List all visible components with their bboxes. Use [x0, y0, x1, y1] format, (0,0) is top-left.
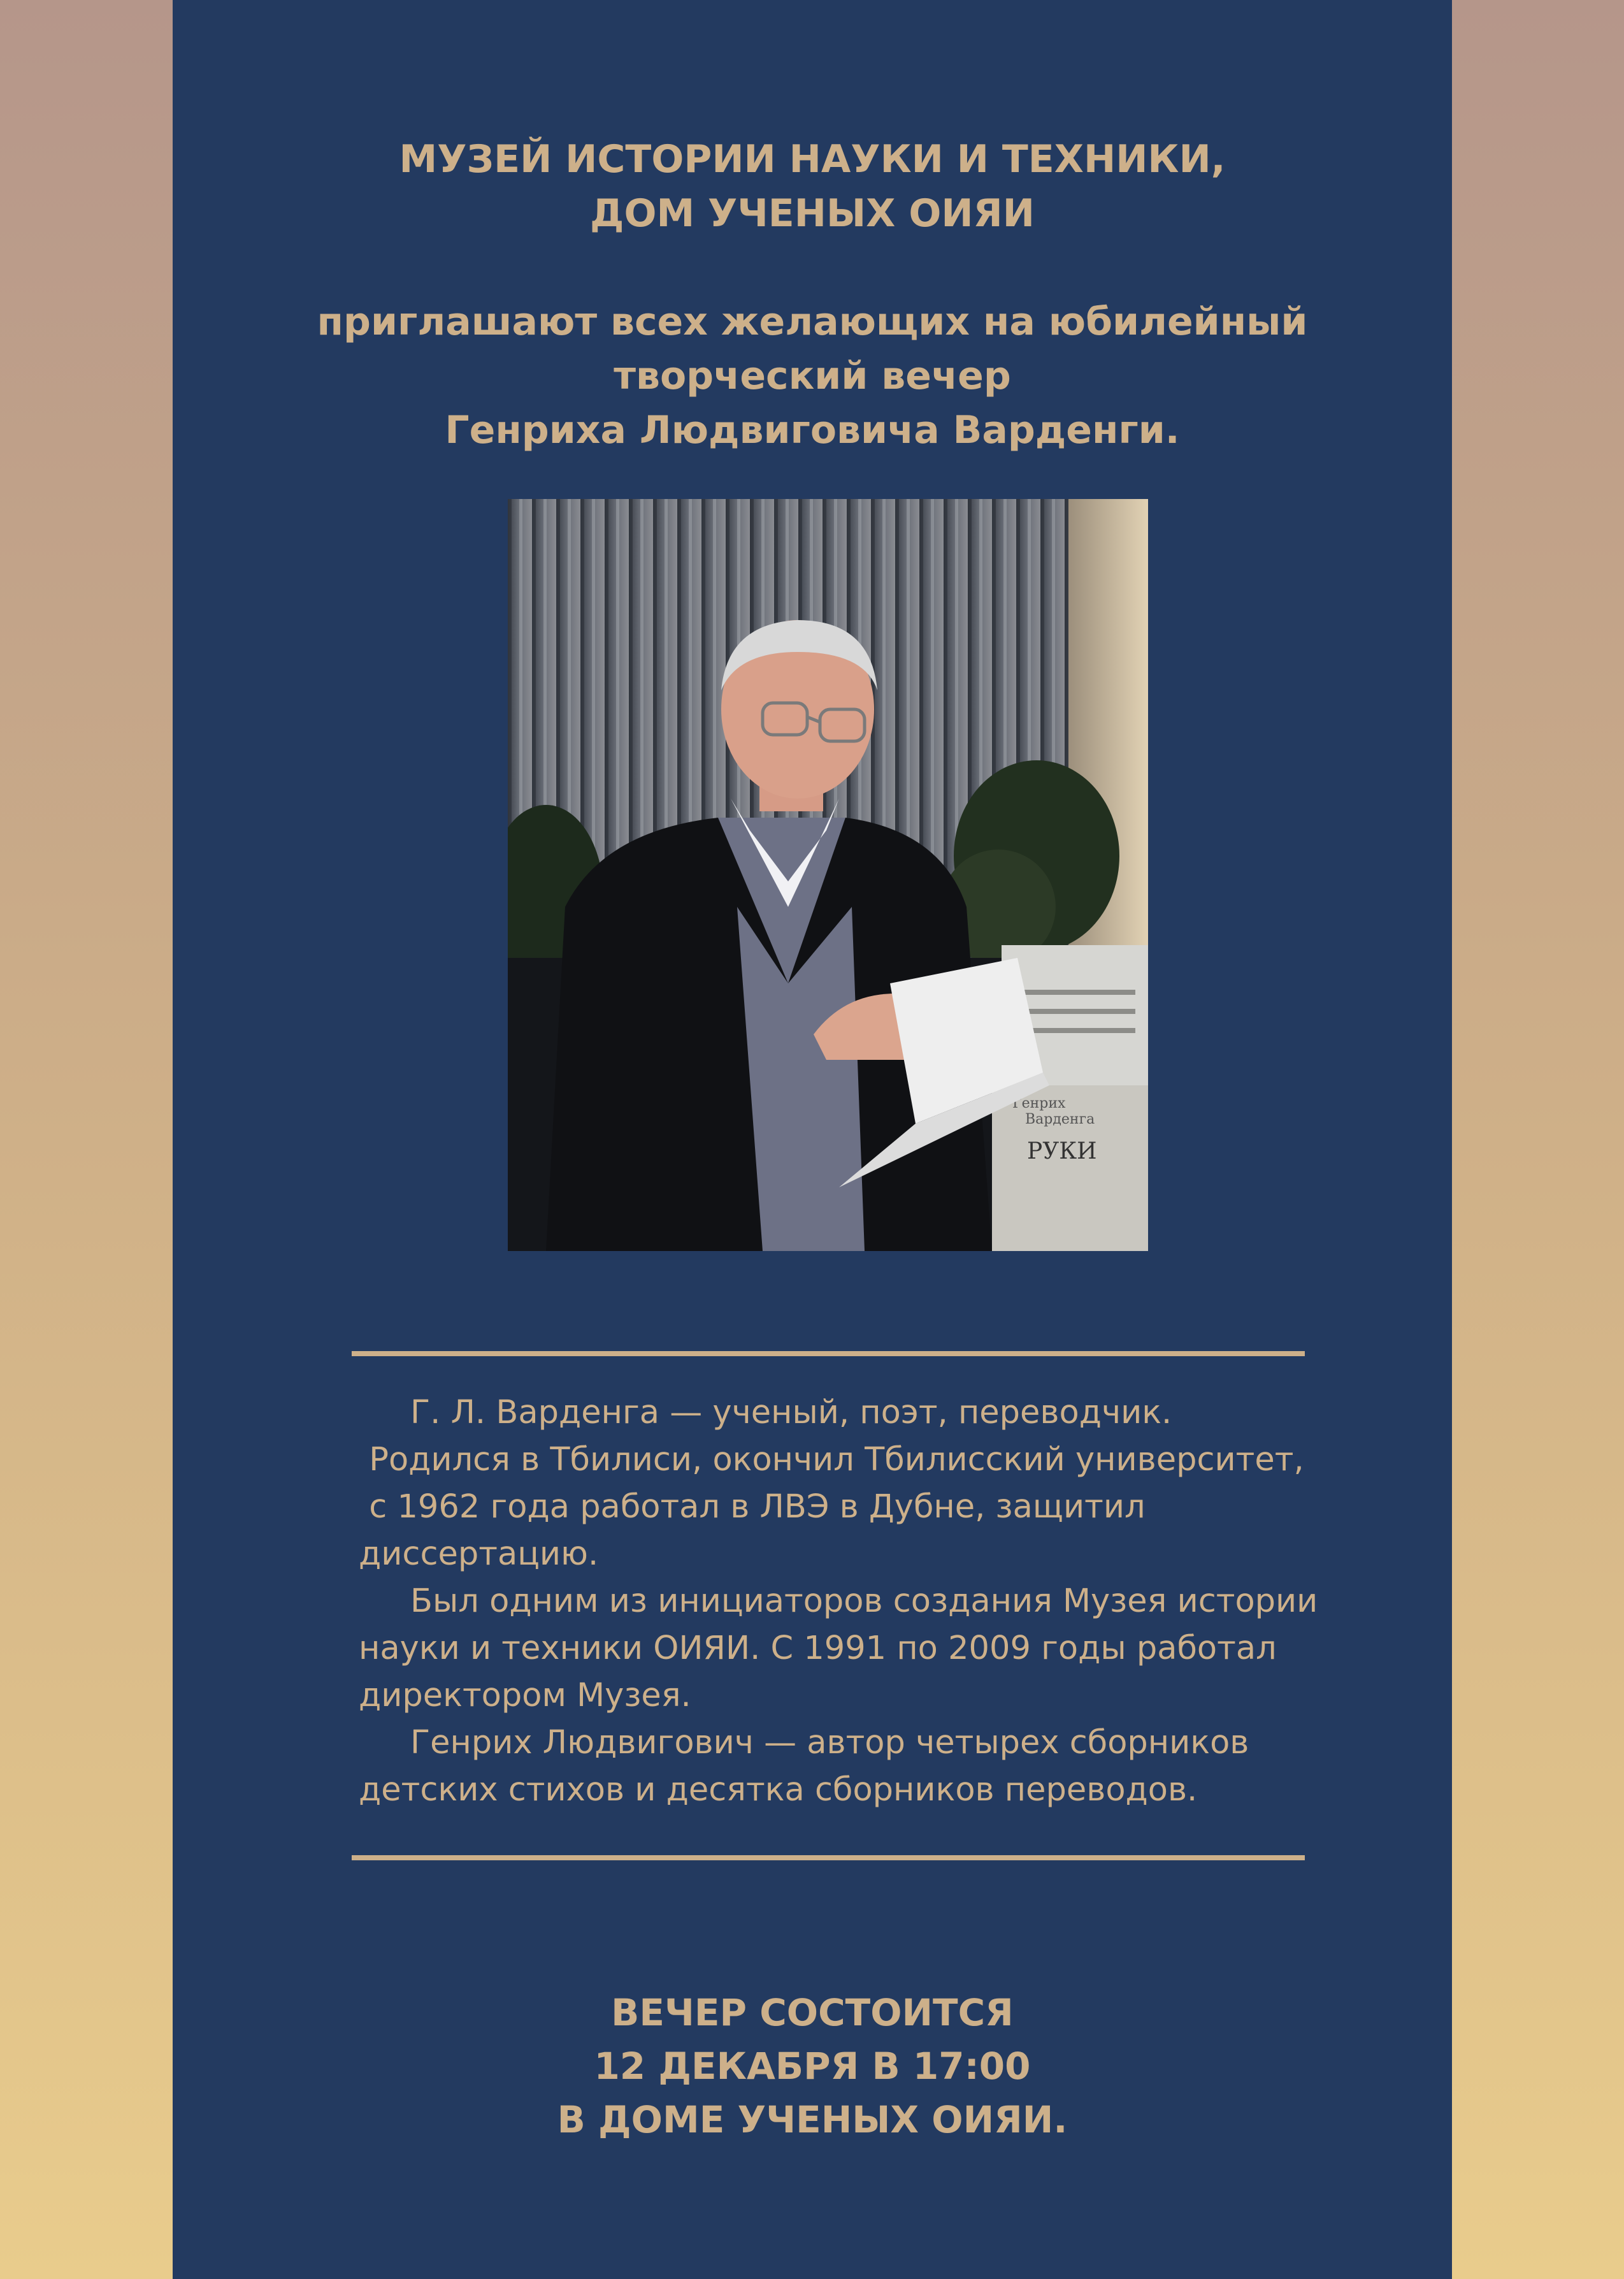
bio-line: Был одним из инициаторов создания Музея истории: [359, 1582, 1318, 1620]
bottom-divider: [352, 1855, 1305, 1860]
bio-line: с 1962 года работал в ЛВЭ в Дубне, защитил: [359, 1488, 1146, 1526]
invitation-line-3: Генриха Людвиговича Варденги.: [445, 408, 1180, 452]
organizer-line-1: МУЗЕЙ ИСТОРИИ НАУКИ И ТЕХНИКИ,: [399, 137, 1226, 182]
bio-line: детских стихов и десятка сборников переводов.: [359, 1771, 1198, 1809]
bio-line: диссертацию.: [359, 1535, 599, 1573]
event-venue: В ДОМЕ УЧЕНЫХ ОИЯИ.: [557, 2098, 1068, 2141]
top-divider: [352, 1351, 1305, 1356]
newspaper-heading-1: Генрих: [1012, 1096, 1066, 1111]
event-date-time: 12 ДЕКАБРЯ В 17:00: [594, 2044, 1031, 2088]
poster-header: [173, 0, 1452, 484]
organizer-line-2: ДОМ УЧЕНЫХ ОИЯИ: [590, 191, 1035, 236]
invitation-line-1: приглашают всех желающих на юбилейный: [317, 300, 1308, 344]
newspaper-heading-2: Варденга: [1025, 1111, 1095, 1127]
bio-line: Генрих Людвигович — автор четырех сборников: [359, 1724, 1249, 1762]
newspaper-word: РУКИ: [1027, 1138, 1097, 1164]
biography-text: [359, 1389, 1318, 1814]
bio-line: Г. Л. Варденга — ученый, поэт, переводчик.: [359, 1394, 1172, 1431]
invitation-line-2: творческий вечер: [614, 354, 1011, 398]
bio-line: директором Музея.: [359, 1677, 691, 1714]
bio-line: науки и техники ОИЯИ. С 1991 по 2009 годы работал: [359, 1630, 1277, 1667]
bio-line: Родился в Тбилиси, окончил Тбилисский университет,: [359, 1441, 1304, 1479]
portrait-photo: [508, 499, 1148, 1251]
event-line-1: ВЕЧЕР СОСТОИТСЯ: [611, 1991, 1014, 2034]
